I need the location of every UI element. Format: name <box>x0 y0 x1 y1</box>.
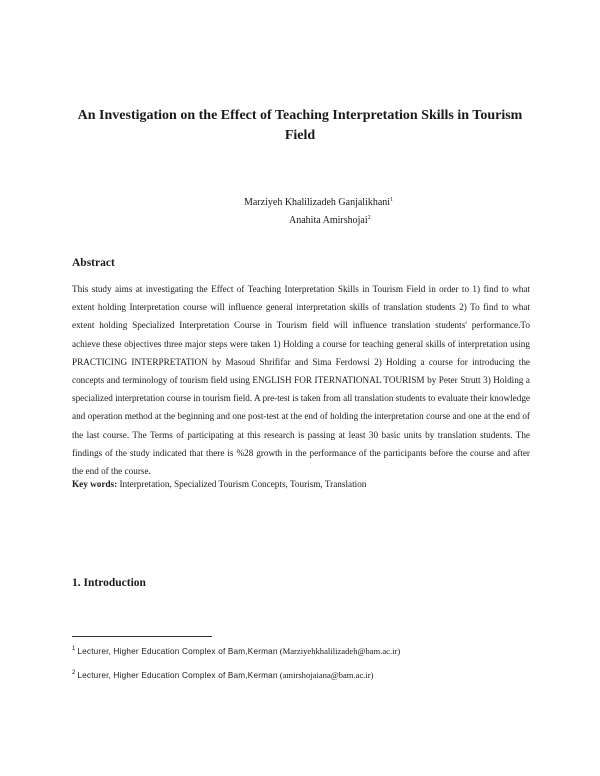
footnote-email: (amirshojaiana@bam.ac.ir) <box>279 670 374 680</box>
footnote-email: (Marziyehkhalilizadeh@bam.ac.ir) <box>279 646 401 656</box>
footnote-text: Lecturer, Higher Education Complex of Bam,Kerman <box>77 671 278 680</box>
author-1 <box>244 194 393 209</box>
footnote-1 <box>72 643 530 658</box>
footnote-mark: 1 <box>72 646 76 652</box>
author-2 <box>289 212 371 227</box>
author-footnote-mark: 2 <box>367 215 371 221</box>
abstract-body: This study aims at investigating the Effect of Teaching Interpretation Skills in Tourism Field in order to 1) find to what extent holding Interpretation course will influence general interpretation skills of translation students 2) To find to what extent holding Specialized Interpretation Course in Tourism field will influence translation students' performance.To achieve these objectives three major steps were taken 1) Holding a course for teaching general skills of interpretation using PRACTICING INTERPRETATION by Masoud Shrififar and Sima Ferdowsi 2) Holding a course for introducing the concepts and terminology of tourism field using ENGLISH FOR ITERNATIONAL TOURISM by Peter Strutt 3) Holding a specialized interpretation course in tourism field. A pre-test is taken from all translation students to evaluate their knowledge and operation method at the beginning and one post-test at the end of holding the interpretation course and one at the end of the last course. The Terms of participating at this research is passing at least 30 basic units by translation students. The findings of the study indicated that there is %28 growth in the performance of the participants before the course and after the end of the course. <box>72 284 530 477</box>
author-footnote-mark: 1 <box>390 197 394 203</box>
paper-title: An Investigation on the Effect of Teaching Interpretation Skills in Tourism Field <box>77 108 523 143</box>
author-name: Marziyeh Khalilizadeh Ganjalikhani <box>244 197 391 208</box>
keywords <box>72 477 530 491</box>
introduction-heading: 1. Introduction <box>72 577 146 589</box>
footnote-text: Lecturer, Higher Education Complex of Bam,Kerman <box>77 647 278 656</box>
keywords-label: Key words: <box>72 479 118 489</box>
author-name: Anahita Amirshojai <box>289 215 368 226</box>
footnote-2 <box>72 667 530 682</box>
footnote-mark: 2 <box>72 670 76 676</box>
keywords-text: Interpretation, Specialized Tourism Concepts, Tourism, Translation <box>119 479 367 489</box>
abstract-heading: Abstract <box>72 257 115 269</box>
footnote-divider <box>72 636 212 637</box>
